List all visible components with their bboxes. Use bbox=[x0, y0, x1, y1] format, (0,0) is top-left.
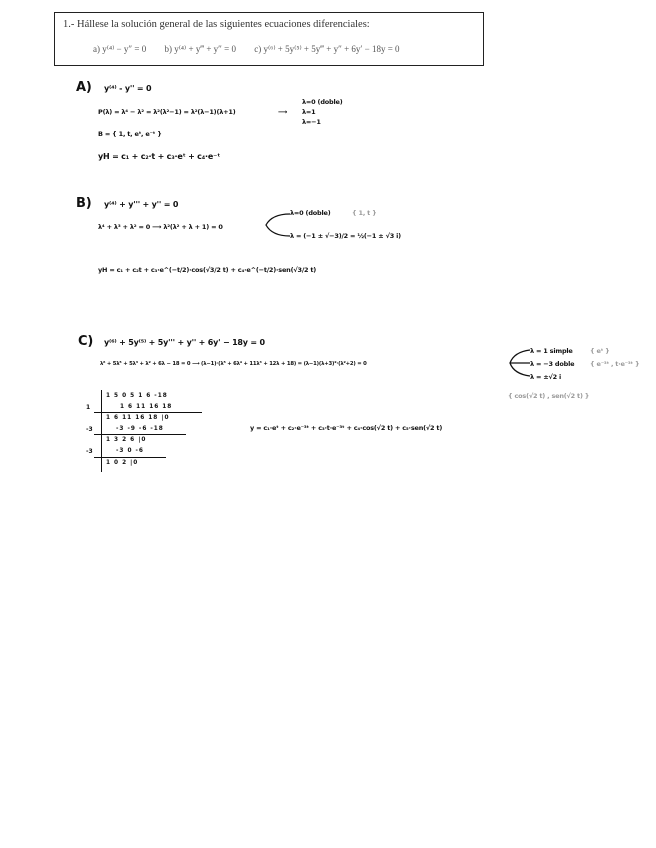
section-c-characteristic: λ⁶ + 5λ⁵ + 5λ³ + λ² + 6λ − 18 = 0 ⟶ (λ−1)·(λ⁵ + 6λ⁴ + 11λ³ + 12λ + 18) = (λ−1)(λ+3)²·(λ²+2) = 0 bbox=[100, 361, 367, 367]
synthetic-row-1: 1 5 0 5 1 6 -18 bbox=[106, 393, 168, 399]
synthetic-row-5: 1 3 2 6 |0 bbox=[106, 437, 147, 443]
section-a-basis: B = { 1, t, eᵗ, e⁻ᵗ } bbox=[98, 130, 162, 138]
section-c-trig-basis: { cos(√2 t) , sen(√2 t) } bbox=[508, 392, 590, 400]
section-c-root-1: λ = 1 simple bbox=[530, 347, 573, 355]
section-c-equation: y⁽⁶⁾ + 5y⁽⁵⁾ + 5y''' + y'' + 6y' − 18y = 0 bbox=[104, 338, 265, 347]
section-b-brace bbox=[262, 210, 292, 240]
section-a-root-3: λ=−1 bbox=[302, 118, 321, 126]
synthetic-row-7: 1 0 2 |0 bbox=[106, 460, 139, 466]
problem-equation-c: c) y⁽⁶⁾ + 5y⁽⁵⁾ + 5y‴ + y″ + 6y′ − 18y = 0 bbox=[254, 44, 400, 54]
synthetic-line-3 bbox=[94, 457, 166, 458]
synthetic-row-3: 1 6 11 16 18 |0 bbox=[106, 415, 170, 421]
section-a-solution: yH = c₁ + c₂·t + c₃·eᵗ + c₄·e⁻ᵗ bbox=[98, 152, 221, 161]
synthetic-vertical-line bbox=[101, 390, 102, 472]
synthetic-divisor-2: -3 bbox=[86, 426, 93, 433]
section-c-solution: y = c₁·eᵗ + c₂·e⁻³ᵗ + c₃·t·e⁻³ᵗ + c₄·cos(√2 t) + c₅·sen(√2 t) bbox=[250, 424, 443, 432]
section-c-root-2-basis: { e⁻³ᵗ , t·e⁻³ᵗ } bbox=[590, 360, 640, 368]
section-b-solution: yH = c₁ + c₂t + c₃·e^(−t/2)·cos(√3/2 t) + c₄·e^(−t/2)·sen(√3/2 t) bbox=[98, 266, 317, 274]
problem-equation-b: b) y⁽⁴⁾ + y‴ + y″ = 0 bbox=[164, 44, 236, 54]
section-b-equation: y⁽⁴⁾ + y''' + y'' = 0 bbox=[104, 200, 179, 209]
synthetic-row-6: -3 0 -6 bbox=[116, 448, 144, 454]
section-c-root-3: λ = ±√2 i bbox=[530, 373, 562, 381]
section-c-brace bbox=[506, 346, 532, 380]
synthetic-row-2: 1 6 11 16 18 bbox=[120, 404, 173, 410]
section-a-root-1: λ=0 (doble) bbox=[302, 98, 343, 106]
problem-equation-a: a) y⁽⁴⁾ − y″ = 0 bbox=[93, 44, 147, 54]
section-a-equation: y⁽⁴⁾ - y'' = 0 bbox=[104, 84, 152, 93]
section-b-root-double: λ=0 (doble) bbox=[290, 209, 331, 217]
synthetic-line-1 bbox=[94, 412, 202, 413]
section-b-root-complex: λ = (−1 ± √−3)/2 = ½(−1 ± √3 i) bbox=[290, 232, 401, 240]
section-b-root-double-basis: { 1, t } bbox=[352, 209, 377, 217]
problem-title: 1.- Hállese la solución general de las siguientes ecuaciones diferenciales: bbox=[63, 19, 370, 30]
synthetic-line-2 bbox=[94, 434, 186, 435]
section-a-label: A) bbox=[76, 80, 92, 95]
synthetic-row-4: -3 -9 -6 -18 bbox=[116, 426, 164, 432]
section-c-root-2: λ = −3 doble bbox=[530, 360, 575, 368]
section-c-label: C) bbox=[78, 334, 94, 349]
section-a-characteristic: P(λ) = λ⁴ − λ² = λ²(λ²−1) = λ²(λ−1)(λ+1) bbox=[98, 108, 236, 116]
synthetic-division-table bbox=[86, 390, 202, 474]
problem-statement-box bbox=[54, 12, 484, 66]
section-a-root-2: λ=1 bbox=[302, 108, 316, 116]
section-a-arrow: ⟶ bbox=[278, 108, 288, 116]
section-b-characteristic: λ⁴ + λ³ + λ² = 0 ⟶ λ²(λ² + λ + 1) = 0 bbox=[98, 223, 223, 231]
section-c-root-1-basis: { eᵗ } bbox=[590, 347, 610, 355]
synthetic-divisor-1: 1 bbox=[86, 404, 91, 411]
synthetic-divisor-3: -3 bbox=[86, 448, 93, 455]
problem-equations bbox=[93, 44, 416, 55]
section-b-label: B) bbox=[76, 196, 92, 211]
